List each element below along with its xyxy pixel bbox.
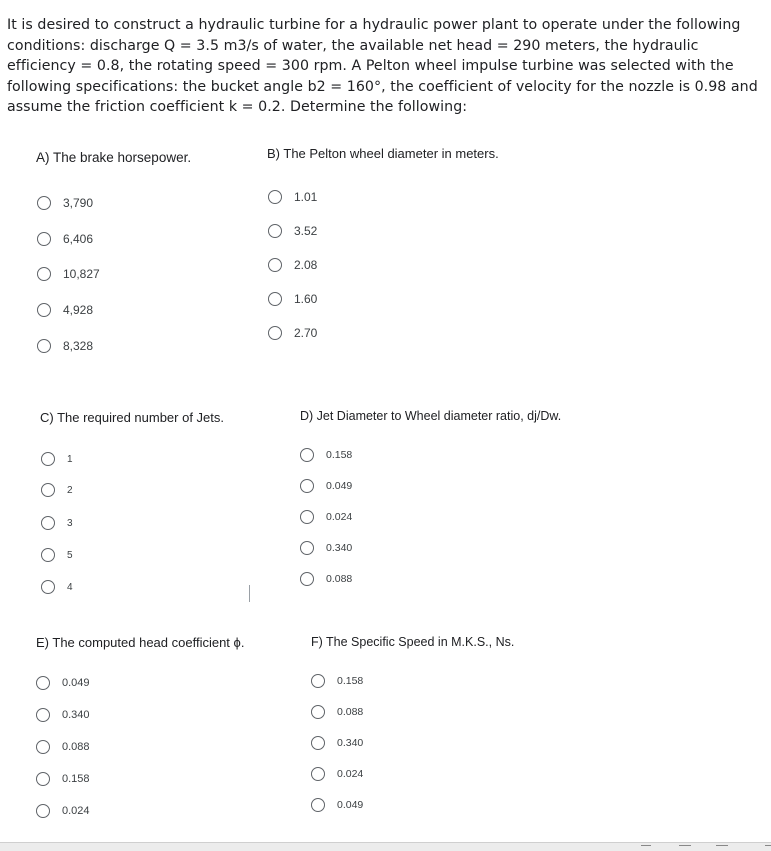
- radio-button[interactable]: [41, 548, 55, 562]
- radio-button[interactable]: [37, 232, 51, 246]
- radio-button[interactable]: [41, 452, 55, 466]
- radio-button[interactable]: [37, 196, 51, 210]
- question-a-label: A) The brake horsepower.: [36, 150, 192, 165]
- question-a-option-4[interactable]: 4,928: [37, 303, 93, 317]
- question-b-label: B) The Pelton wheel diameter in meters.: [267, 146, 499, 161]
- radio-button[interactable]: [37, 303, 51, 317]
- radio-button[interactable]: [37, 267, 51, 281]
- radio-button[interactable]: [268, 326, 282, 340]
- question-d-option-4[interactable]: 0.340: [300, 541, 352, 555]
- radio-button[interactable]: [41, 516, 55, 530]
- question-d-label: D) Jet Diameter to Wheel diameter ratio, dj/Dw.: [300, 409, 562, 423]
- question-b-option-2[interactable]: 3.52: [268, 224, 317, 238]
- question-f-option-5[interactable]: 0.049: [311, 798, 363, 812]
- radio-button[interactable]: [300, 510, 314, 524]
- question-b-option-1[interactable]: 1.01: [268, 190, 317, 204]
- question-d-option-5[interactable]: 0.088: [300, 572, 352, 586]
- radio-button[interactable]: [311, 736, 325, 750]
- text-cursor: [249, 585, 250, 602]
- question-e-option-1[interactable]: 0.049: [36, 676, 90, 690]
- problem-statement: It is desired to construct a hydraulic turbine for a hydraulic power plant to operate under the following conditions: discharge Q = 3.5 m3/s of water, the available net head = 290 meters, the hydraulic efficiency = 0.8, the rotating speed = 300 rpm. A Pelton wheel impulse turbine was selected with the following specifications: the bucket angle b2 = 160°, the coefficient of velocity for the nozzle is 0.98 and assume the friction coefficient k = 0.2. Determine the following:: [7, 17, 758, 115]
- question-c-option-1[interactable]: 1: [41, 452, 73, 466]
- question-f-option-3[interactable]: 0.340: [311, 736, 363, 750]
- radio-button[interactable]: [37, 339, 51, 353]
- radio-button[interactable]: [311, 798, 325, 812]
- radio-button[interactable]: [300, 572, 314, 586]
- radio-button[interactable]: [36, 772, 50, 786]
- question-b-option-4[interactable]: 1.60: [268, 292, 317, 306]
- radio-button[interactable]: [41, 483, 55, 497]
- question-e-option-4[interactable]: 0.158: [36, 772, 90, 786]
- radio-button[interactable]: [268, 292, 282, 306]
- radio-button[interactable]: [36, 676, 50, 690]
- question-c-label: C) The required number of Jets.: [40, 410, 225, 425]
- radio-button[interactable]: [268, 258, 282, 272]
- question-d-option-1[interactable]: 0.158: [300, 448, 352, 462]
- question-e-label: E) The computed head coefficient ϕ.: [36, 635, 245, 650]
- question-f-option-1[interactable]: 0.158: [311, 674, 363, 688]
- radio-button[interactable]: [311, 674, 325, 688]
- question-c-option-5[interactable]: 4: [41, 580, 73, 594]
- toolbar-icon[interactable]: [716, 845, 728, 851]
- question-a-option-3[interactable]: 10,827: [37, 267, 100, 281]
- question-d-option-3[interactable]: 0.024: [300, 510, 352, 524]
- question-f-option-4[interactable]: 0.024: [311, 767, 363, 781]
- question-f-label: F) The Specific Speed in M.K.S., Ns.: [311, 635, 515, 649]
- question-b-option-5[interactable]: 2.70: [268, 326, 317, 340]
- question-a-option-2[interactable]: 6,406: [37, 232, 93, 246]
- question-b-option-3[interactable]: 2.08: [268, 258, 317, 272]
- radio-button[interactable]: [300, 541, 314, 555]
- radio-button[interactable]: [300, 448, 314, 462]
- question-a-option-5[interactable]: 8,328: [37, 339, 93, 353]
- radio-button[interactable]: [300, 479, 314, 493]
- question-c-option-2[interactable]: 2: [41, 483, 73, 497]
- radio-button[interactable]: [268, 224, 282, 238]
- question-e-option-5[interactable]: 0.024: [36, 804, 90, 818]
- radio-button[interactable]: [311, 767, 325, 781]
- radio-button[interactable]: [36, 804, 50, 818]
- question-e-option-2[interactable]: 0.340: [36, 708, 90, 722]
- question-e-option-3[interactable]: 0.088: [36, 740, 90, 754]
- question-c-option-4[interactable]: 5: [41, 548, 73, 562]
- toolbar-icon[interactable]: [679, 845, 691, 851]
- radio-button[interactable]: [268, 190, 282, 204]
- radio-button[interactable]: [311, 705, 325, 719]
- question-c-option-3[interactable]: 3: [41, 516, 73, 530]
- toolbar-icon[interactable]: [641, 845, 651, 851]
- toolbar-icon[interactable]: [765, 845, 771, 851]
- question-d-option-2[interactable]: 0.049: [300, 479, 352, 493]
- radio-button[interactable]: [41, 580, 55, 594]
- radio-button[interactable]: [36, 740, 50, 754]
- question-f-option-2[interactable]: 0.088: [311, 705, 363, 719]
- question-a-option-1[interactable]: 3,790: [37, 196, 93, 210]
- radio-button[interactable]: [36, 708, 50, 722]
